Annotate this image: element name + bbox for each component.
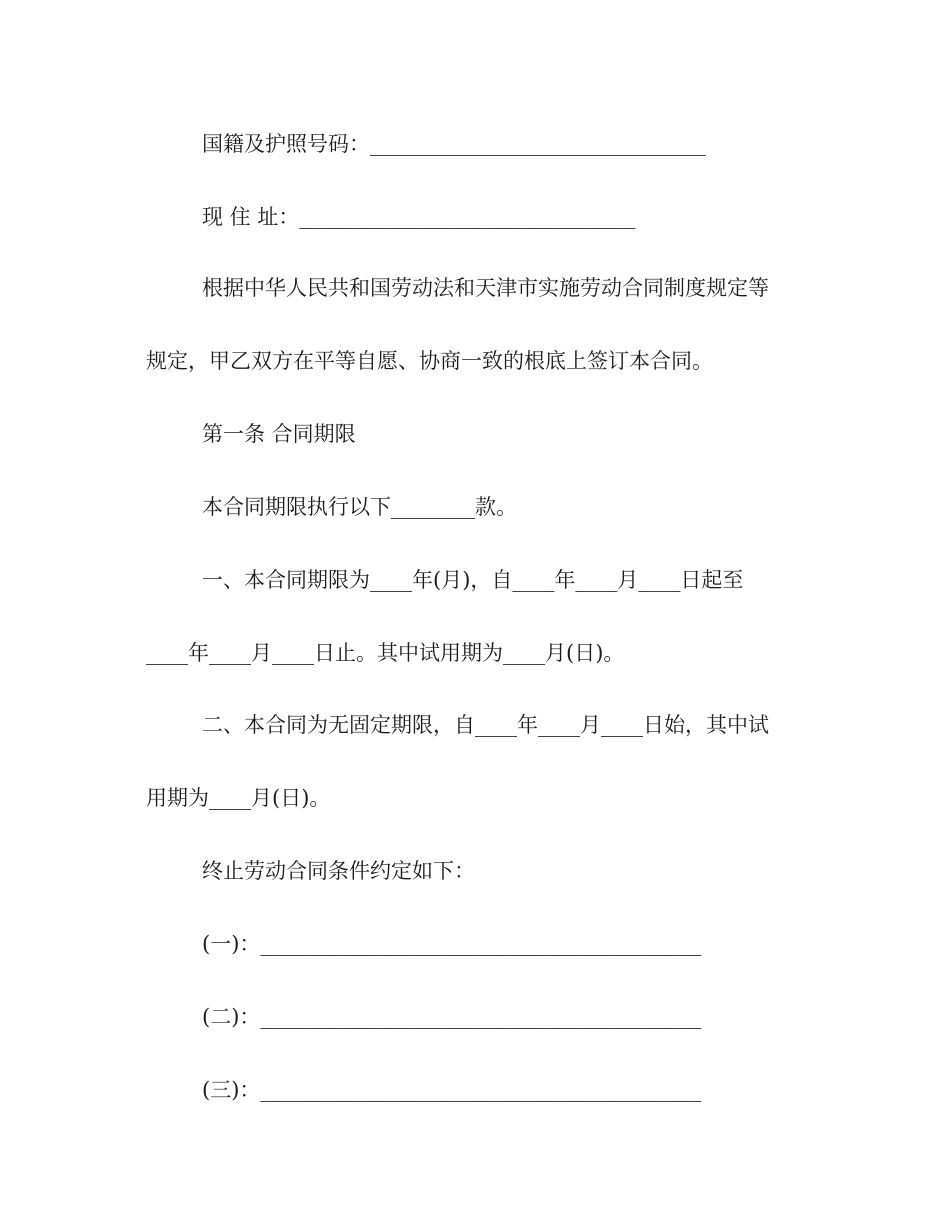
preamble-paragraph-line-1: 根据中华人民共和国劳动法和天津市实施劳动合同制度规定等 bbox=[202, 276, 769, 300]
nationality-passport-line: 国籍及护照号码：________________________________ bbox=[202, 132, 706, 156]
open-term-clause-line-2: 用期为____月(日)。 bbox=[146, 786, 331, 810]
current-address-line: 现 住 址：________________________________ bbox=[202, 205, 636, 229]
termination-condition-2: (二)：__________________________________________ bbox=[202, 1005, 702, 1029]
termination-condition-1: (一)：__________________________________________ bbox=[202, 932, 702, 956]
fixed-term-clause-line-1: 一、本合同期限为____年(月)，自____年____月____日起至 bbox=[202, 568, 744, 592]
termination-condition-3: (三)：__________________________________________ bbox=[202, 1078, 702, 1102]
fixed-term-clause-line-2: ____年____月____日止。其中试用期为____月(日)。 bbox=[146, 641, 625, 665]
contract-term-clause-line: 本合同期限执行以下________款。 bbox=[202, 495, 517, 519]
preamble-paragraph-line-2: 规定，甲乙双方在平等自愿、协商一致的根底上签订本合同。 bbox=[146, 349, 713, 373]
article-1-heading: 第一条 合同期限 bbox=[202, 422, 356, 446]
open-term-clause-line-1: 二、本合同为无固定期限，自____年____月____日始，其中试 bbox=[202, 713, 769, 737]
termination-conditions-heading: 终止劳动合同条件约定如下： bbox=[202, 859, 475, 883]
